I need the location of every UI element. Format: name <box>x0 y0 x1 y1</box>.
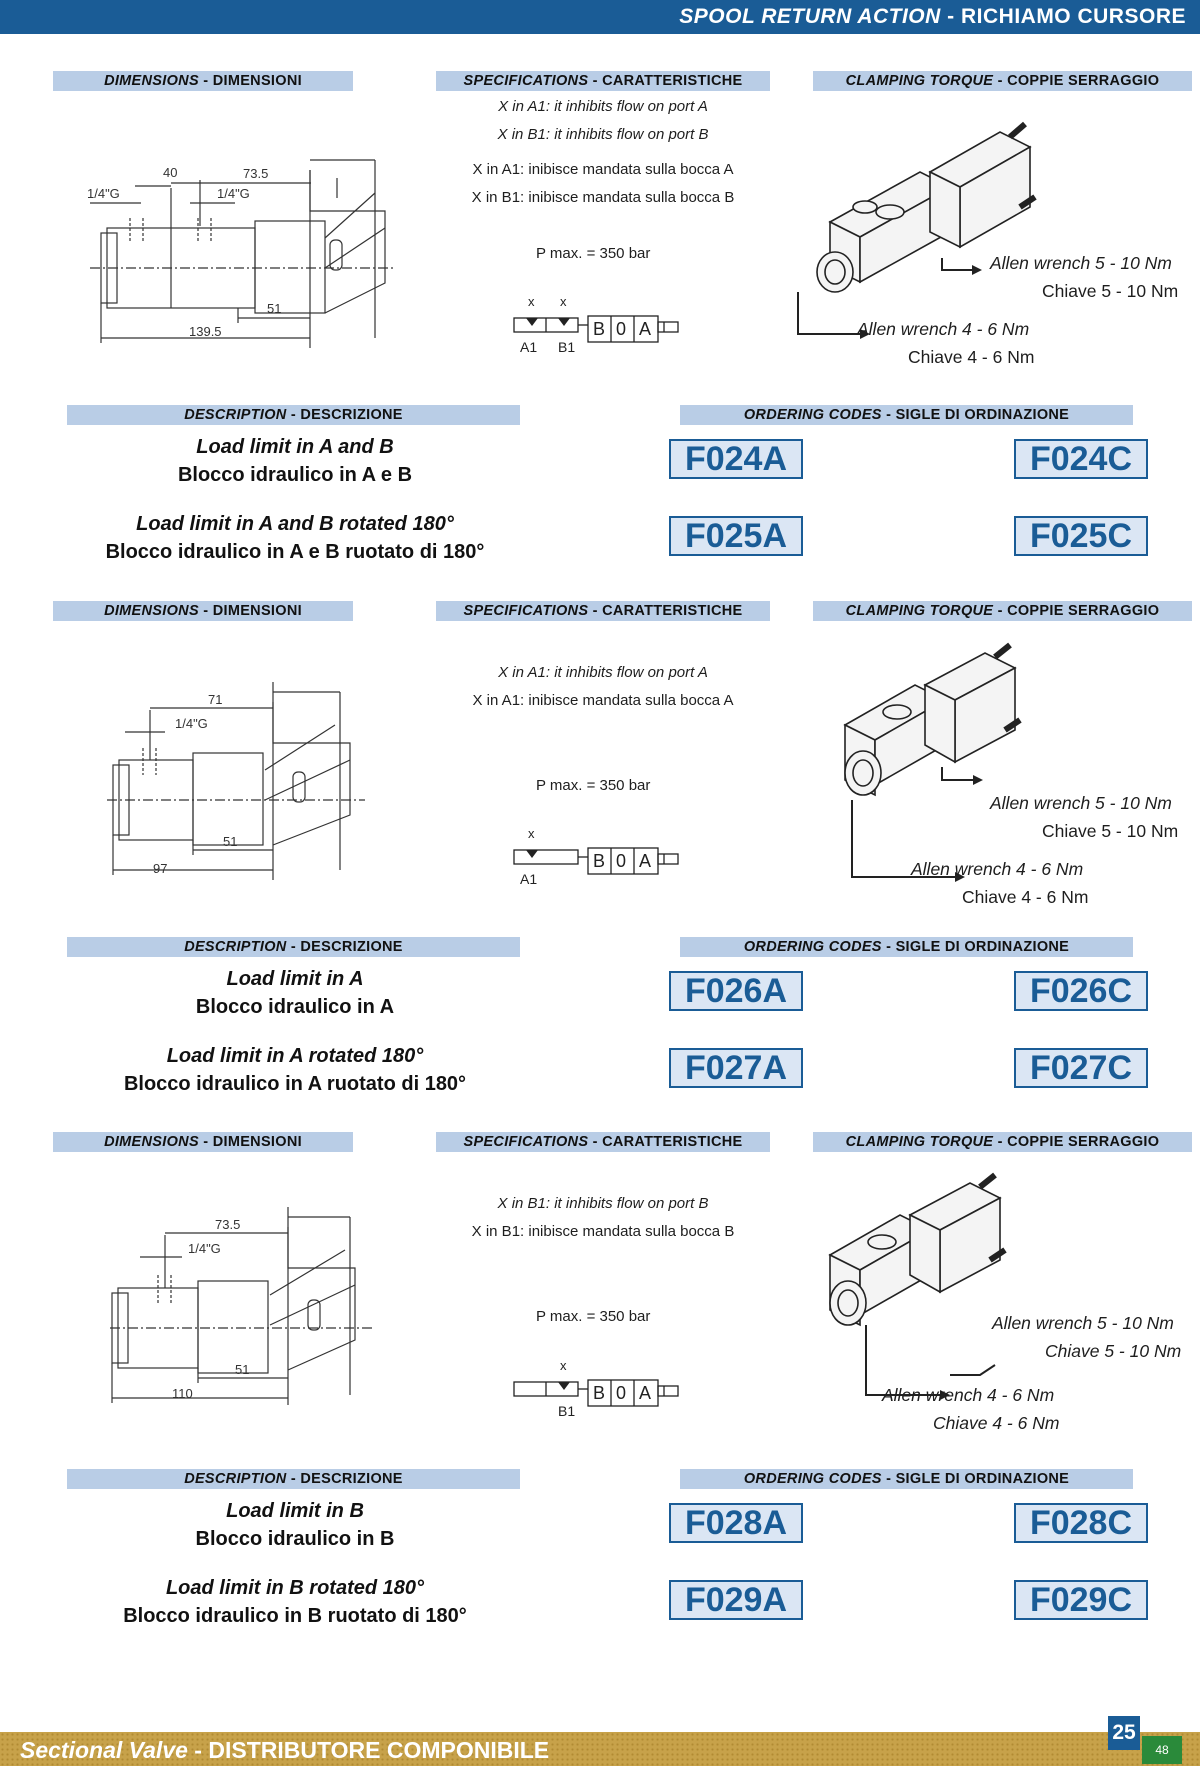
pmax-text: P max. = 350 bar <box>536 245 651 262</box>
x-mark: x <box>560 294 567 309</box>
ordering-header-3 <box>680 1469 1133 1489</box>
spec-it: CARATTERISTICHE <box>602 73 743 89</box>
dimensions-header-1 <box>53 71 353 91</box>
clamp-en: CLAMPING TORQUE <box>845 73 994 89</box>
symbol-b: B <box>593 1383 606 1403</box>
ordering-code: F026C <box>1014 971 1148 1011</box>
clamping-header-1 <box>813 71 1192 91</box>
description-header-1 <box>67 405 520 425</box>
torque-w2-it: Chiave 4 - 6 Nm <box>933 1413 1060 1433</box>
dim-110: 110 <box>172 1386 193 1401</box>
symbol-0: 0 <box>616 319 627 339</box>
ordering-code: F027A <box>669 1048 803 1088</box>
port-label: B1 <box>558 1403 576 1419</box>
page-number-small: 48 <box>1142 1736 1182 1764</box>
dim-71: 71 <box>208 692 223 707</box>
sep: - <box>588 73 603 89</box>
torque-w2-en: Allen wrench 4 - 6 Nm <box>911 859 1084 879</box>
top-header-bar <box>0 0 1200 34</box>
dim-port1: 1/4"G <box>87 186 120 201</box>
hydraulic-symbol-1 <box>512 292 692 358</box>
spec-line: X in B1: inibisce mandata sulla bocca B <box>471 1223 735 1240</box>
dim-97: 97 <box>153 861 168 876</box>
footer-bar <box>0 1732 1200 1766</box>
dim-51: 51 <box>223 834 238 849</box>
sep: - <box>286 1471 301 1487</box>
description-it: Blocco idraulico in A e B ruotato di 180° <box>105 541 485 563</box>
torque-w1-it: Chiave 5 - 10 Nm <box>1042 281 1179 301</box>
dim-en: DIMENSIONS <box>104 1134 199 1150</box>
desc-en: DESCRIPTION <box>184 1471 287 1487</box>
description-it: Blocco idraulico in A ruotato di 180° <box>123 1073 467 1095</box>
sep: - <box>198 1134 213 1150</box>
spec-line: X in B1: it inhibits flow on port B <box>497 126 709 143</box>
dimension-drawing-1 <box>85 148 405 348</box>
footer-sep: - <box>187 1737 209 1763</box>
sep: - <box>881 1471 896 1487</box>
spec-it: CARATTERISTICHE <box>602 1134 743 1150</box>
hydraulic-symbol-2 <box>512 824 692 890</box>
page-title-it: RICHIAMO CURSORE <box>960 5 1186 28</box>
x-mark: x <box>528 826 535 841</box>
description-en: Load limit in A <box>226 968 364 990</box>
spec-en: SPECIFICATIONS <box>463 73 589 89</box>
sep: - <box>881 939 896 955</box>
description-en: Load limit in A rotated 180° <box>166 1045 424 1067</box>
dim-port2: 1/4"G <box>217 186 250 201</box>
dimensions-header-3 <box>53 1132 353 1152</box>
symbol-b: B <box>593 319 606 339</box>
spec-line: X in A1: inibisce mandata sulla bocca A <box>472 692 734 709</box>
dim-it: DIMENSIONI <box>212 1134 302 1150</box>
desc-it: DESCRIZIONE <box>300 407 403 423</box>
valve-illustration-1 <box>790 112 1040 342</box>
order-en: ORDERING CODES <box>743 1471 882 1487</box>
ordering-code: F028C <box>1014 1503 1148 1543</box>
page-title-sep: - <box>940 5 961 28</box>
sep: - <box>198 73 213 89</box>
clamp-en: CLAMPING TORQUE <box>845 1134 994 1150</box>
sep: - <box>588 603 603 619</box>
spec-line: X in A1: it inhibits flow on port A <box>498 664 708 681</box>
sep: - <box>286 407 301 423</box>
dim-port1: 1/4"G <box>175 716 208 731</box>
dim-73-5: 73.5 <box>243 166 269 181</box>
sep: - <box>286 939 301 955</box>
symbol-a: A <box>639 319 652 339</box>
description-header-3 <box>67 1469 520 1489</box>
spec-line: X in B1: it inhibits flow on port B <box>497 1195 709 1212</box>
order-en: ORDERING CODES <box>743 939 882 955</box>
description-it: Blocco idraulico in A e B <box>177 464 413 486</box>
description-en: Load limit in A and B rotated 180° <box>136 513 454 535</box>
torque-w2-it: Chiave 4 - 6 Nm <box>908 347 1035 367</box>
specifications-header-3 <box>436 1132 770 1152</box>
ordering-header-2 <box>680 937 1133 957</box>
desc-en: DESCRIPTION <box>184 407 287 423</box>
torque-w2-en: Allen wrench 4 - 6 Nm <box>857 319 1030 339</box>
order-it: SIGLE DI ORDINAZIONE <box>895 407 1070 423</box>
ordering-code: F024A <box>669 439 803 479</box>
torque-w1-it: Chiave 5 - 10 Nm <box>1042 821 1179 841</box>
specifications-header-2 <box>436 601 770 621</box>
port-label: A1 <box>520 871 538 887</box>
clamp-en: CLAMPING TORQUE <box>845 603 994 619</box>
spec-line: X in A1: it inhibits flow on port A <box>498 98 708 115</box>
clamping-header-3 <box>813 1132 1192 1152</box>
hydraulic-symbol-3 <box>512 1356 692 1422</box>
x-mark: x <box>528 294 535 309</box>
desc-it: DESCRIZIONE <box>300 939 403 955</box>
ordering-code: F029A <box>669 1580 803 1620</box>
symbol-b: B <box>593 851 606 871</box>
clamping-header-2 <box>813 601 1192 621</box>
order-it: SIGLE DI ORDINAZIONE <box>895 939 1070 955</box>
torque-w2-en: Allen wrench 4 - 6 Nm <box>882 1385 1055 1405</box>
ordering-code: F027C <box>1014 1048 1148 1088</box>
dimension-drawing-3 <box>110 1205 380 1405</box>
ordering-code: F025A <box>669 516 803 556</box>
footer-title-it: DISTRIBUTORE COMPONIBILE <box>208 1737 550 1763</box>
specifications-header-1 <box>436 71 770 91</box>
order-en: ORDERING CODES <box>743 407 882 423</box>
dim-en: DIMENSIONS <box>104 73 199 89</box>
dim-port1: 1/4"G <box>188 1241 221 1256</box>
sep: - <box>993 603 1008 619</box>
symbol-0: 0 <box>616 851 627 871</box>
ordering-code: F026A <box>669 971 803 1011</box>
dim-en: DIMENSIONS <box>104 603 199 619</box>
dimension-drawing-2 <box>105 680 375 880</box>
dim-it: DIMENSIONI <box>212 73 302 89</box>
dim-51: 51 <box>267 301 282 316</box>
clamp-it: COPPIE SERRAGGIO <box>1007 73 1160 89</box>
torque-w1-en: Allen wrench 5 - 10 Nm <box>992 1313 1174 1333</box>
spec-it: CARATTERISTICHE <box>602 603 743 619</box>
description-it: Blocco idraulico in B <box>195 1528 395 1550</box>
desc-it: DESCRIZIONE <box>300 1471 403 1487</box>
ordering-code: F028A <box>669 1503 803 1543</box>
description-en: Load limit in B <box>226 1500 364 1522</box>
torque-w1-it: Chiave 5 - 10 Nm <box>1045 1341 1182 1361</box>
description-it: Blocco idraulico in A <box>195 996 395 1018</box>
symbol-0: 0 <box>616 1383 627 1403</box>
dim-73-5: 73.5 <box>215 1217 241 1232</box>
sep: - <box>198 603 213 619</box>
port-label: B1 <box>558 339 576 355</box>
footer-title <box>20 1737 549 1764</box>
spec-line: X in A1: inibisce mandata sulla bocca A <box>472 161 734 178</box>
x-mark: x <box>560 1358 567 1373</box>
description-it: Blocco idraulico in B ruotato di 180° <box>123 1605 467 1627</box>
clamp-it: COPPIE SERRAGGIO <box>1007 603 1160 619</box>
dim-40: 40 <box>163 165 178 180</box>
valve-illustration-3 <box>820 1175 1020 1415</box>
clamp-it: COPPIE SERRAGGIO <box>1007 1134 1160 1150</box>
page-title <box>679 5 1186 29</box>
torque-w2-it: Chiave 4 - 6 Nm <box>962 887 1089 907</box>
spec-en: SPECIFICATIONS <box>463 1134 589 1150</box>
symbol-a: A <box>639 1383 652 1403</box>
description-en: Load limit in A and B <box>196 436 394 458</box>
ordering-header-1 <box>680 405 1133 425</box>
page-number: 25 <box>1108 1716 1140 1750</box>
spec-en: SPECIFICATIONS <box>463 603 589 619</box>
valve-illustration-2 <box>835 645 1055 885</box>
dim-51: 51 <box>235 1362 250 1377</box>
pmax-text: P max. = 350 bar <box>536 1308 651 1325</box>
order-it: SIGLE DI ORDINAZIONE <box>895 1471 1070 1487</box>
sep: - <box>881 407 896 423</box>
sep: - <box>993 1134 1008 1150</box>
symbol-a: A <box>639 851 652 871</box>
ordering-code: F029C <box>1014 1580 1148 1620</box>
desc-en: DESCRIPTION <box>184 939 287 955</box>
ordering-code: F024C <box>1014 439 1148 479</box>
sep: - <box>993 73 1008 89</box>
port-label: A1 <box>520 339 538 355</box>
torque-w1-en: Allen wrench 5 - 10 Nm <box>990 793 1172 813</box>
description-header-2 <box>67 937 520 957</box>
spec-line: X in B1: inibisce mandata sulla bocca B <box>471 189 735 206</box>
dim-139-5: 139.5 <box>189 324 222 339</box>
pmax-text: P max. = 350 bar <box>536 777 651 794</box>
dim-it: DIMENSIONI <box>212 603 302 619</box>
description-en: Load limit in B rotated 180° <box>165 1577 425 1599</box>
ordering-code: F025C <box>1014 516 1148 556</box>
sep: - <box>588 1134 603 1150</box>
page-title-en: SPOOL RETURN ACTION <box>679 5 941 28</box>
torque-w1-en: Allen wrench 5 - 10 Nm <box>990 253 1172 273</box>
dimensions-header-2 <box>53 601 353 621</box>
footer-title-en: Sectional Valve <box>20 1737 188 1763</box>
